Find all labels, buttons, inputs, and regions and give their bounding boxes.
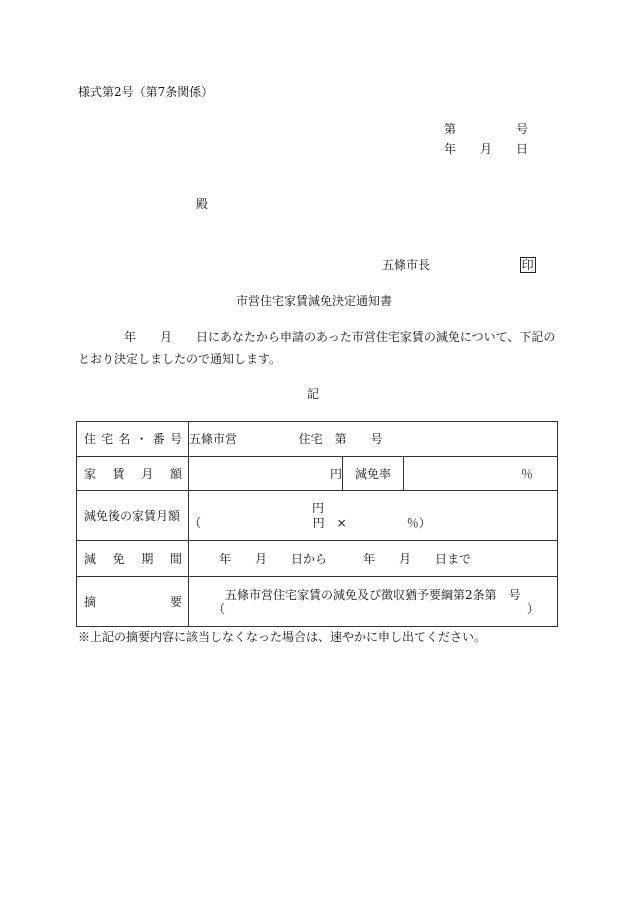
- label-period: 減 免 期 間: [84, 551, 182, 566]
- addressee-honorific: 殿: [196, 197, 209, 211]
- label-rent-after: 減免後の家賃月額: [77, 491, 189, 541]
- value-period: 年 月 日から 年 月 日まで: [189, 541, 558, 577]
- summary-parens: [189, 603, 557, 615]
- rent-after-open-paren: （: [189, 516, 202, 530]
- form-reference: 様式第2号（第7条関係）: [78, 85, 214, 99]
- row-monthly-rent: [77, 457, 558, 491]
- rent-after-formula: 円 × ％）: [312, 516, 431, 530]
- housing-prefix: 五條市営: [189, 432, 238, 446]
- value-rent-after: [189, 491, 558, 541]
- document-date: 年 月 日: [444, 142, 529, 156]
- detail-table: [76, 421, 558, 627]
- label-housing-name: 住 宅 名 ・ 番 号: [84, 432, 182, 446]
- document-title: 市営住宅家賃減免決定通知書: [236, 294, 393, 308]
- value-summary: [189, 577, 558, 627]
- value-housing-name: [189, 422, 558, 457]
- row-rent-after: [77, 491, 558, 541]
- label-reduction-rate: 減免率: [343, 457, 404, 491]
- document-number: 第 号: [444, 122, 529, 136]
- reduction-unit: ％: [521, 466, 534, 481]
- seal-mark: 印: [521, 258, 534, 272]
- summary-open-paren: （: [213, 601, 226, 616]
- label-monthly-rent: 家 賃 月 額: [84, 466, 182, 481]
- housing-number: 住宅 第 号: [298, 432, 383, 446]
- body-line-1: 年 月 日にあなたから申請のあった市営住宅家賃の減免について、下記の: [124, 330, 556, 344]
- body-line-2: とおり決定しましたので通知します。: [78, 352, 282, 366]
- ki-heading: 記: [307, 387, 320, 401]
- rent-after-calc: [189, 517, 557, 529]
- issuer-line: [382, 257, 536, 273]
- value-reduction-rate: [404, 457, 558, 491]
- rent-after-unit: 円: [312, 501, 325, 515]
- value-monthly-rent: [189, 457, 343, 491]
- row-housing-name: [77, 422, 558, 457]
- summary-text: 五條市営住宅家賃の減免及び徴収猶予要綱第2条第 号: [225, 587, 521, 602]
- summary-close-paren: ）: [527, 601, 540, 616]
- row-period: [77, 541, 558, 577]
- body-text: [78, 326, 558, 370]
- footnote: ※上記の摘要内容に該当しなくなった場合は、速やかに申し出てください。: [78, 630, 487, 644]
- rent-unit: 円: [329, 466, 342, 481]
- label-summary: 摘 要: [84, 594, 182, 609]
- row-summary: [77, 577, 558, 627]
- issuer-name: 五條市長: [382, 258, 431, 272]
